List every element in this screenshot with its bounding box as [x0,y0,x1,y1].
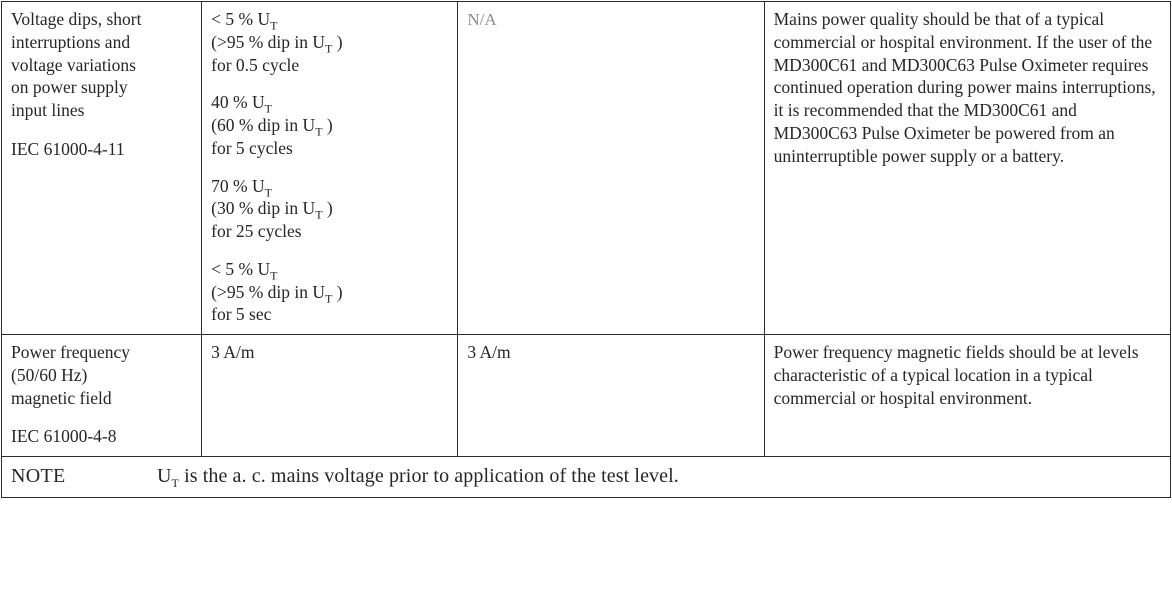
level-dip: (>95 % dip in U [211,31,326,52]
test-standard: IEC 61000-4-8 [11,426,117,447]
compliance-value: 3 A/m [467,342,511,362]
note-symbol: U [157,465,172,487]
subscript-t: T [315,124,323,139]
level-block [211,175,448,243]
level-value: < 5 % U [211,9,271,29]
level-value: 70 % U [211,175,265,196]
level-dip: (>95 % dip in U [211,281,326,302]
test-line: (50/60 Hz) [11,364,88,385]
level-dip-close: ) [322,198,333,219]
cell-compliance-power-frequency [458,335,764,457]
level-dip: (60 % dip in U [211,115,316,135]
subscript-t: T [325,41,333,56]
cell-guidance-voltage-dips [764,2,1170,335]
level-line-1 [211,258,448,281]
subscript-t: T [325,291,333,305]
test-line: magnetic field [11,387,112,408]
level-value: < 5 % U [211,258,271,279]
level-line-2 [211,197,448,220]
cell-note [2,457,1171,498]
test-line: Voltage dips, short [11,9,142,29]
subscript-t: T [264,101,272,116]
level-line-1 [211,8,448,31]
cell-test-power-frequency [2,335,202,457]
subscript-t: T [315,207,323,222]
spacer [11,122,192,138]
level-dip-close: ) [332,31,343,52]
test-line: on power supply [11,77,128,98]
subscript-t: T [270,18,278,33]
cell-test-level-voltage-dips [202,2,458,335]
level-dip-close: ) [332,281,343,302]
level-line-3: for 5 cycles [211,137,293,158]
level-line-3: for 5 sec [211,304,272,325]
spacer [11,409,192,425]
test-line: input lines [11,100,85,120]
level-dip-close: ) [322,115,333,135]
note-label: NOTE [11,465,66,487]
table-row [2,335,1171,457]
level-dip: (30 % dip in U [211,198,316,219]
level-line-2 [211,114,448,137]
subscript-t: T [264,185,272,199]
table-row [2,2,1171,335]
cell-guidance-power-frequency [764,335,1170,457]
test-standard: IEC 61000-4-11 [11,138,125,159]
note-text [157,463,679,489]
level-line-1 [211,91,448,114]
level-block [211,91,448,159]
subscript-t: T [270,268,278,283]
level-line-2 [211,281,448,304]
guidance-text: Power frequency magnetic fields should be at levels characteristic of a typical location in a typical commercial or hospital environment. [773,342,1139,408]
compliance-value: N/A [467,10,497,29]
cell-test-voltage-dips [2,2,202,335]
table-row-note [2,457,1171,498]
cell-test-level-power-frequency [202,335,458,457]
level-value: 40 % U [211,92,265,113]
note-sentence: is the a. c. mains voltage prior to application of the test level. [178,465,679,487]
cell-compliance-voltage-dips [458,2,764,335]
level-line-3: for 25 cycles [211,221,302,241]
level-line-3: for 0.5 cycle [211,54,300,75]
level-line-1 [211,175,448,198]
guidance-text: Mains power quality should be that of a typical commercial or hospital environment. If the user of the MD300C61 and MD300C63 Pulse Oximeter requires continued operation during power mains interruptions, it is recommended that the MD300C61 and MD300C63 Pulse Oximeter be powered from an uninterruptible power supply or a battery. [773,9,1156,166]
subscript-t: T [171,476,179,490]
test-line: Power frequency [11,342,131,362]
level-value: 3 A/m [211,342,255,362]
test-line: interruptions and [11,31,131,52]
level-block [211,8,448,76]
test-line: voltage variations [11,54,136,75]
level-block [211,258,448,326]
emc-immunity-table [1,1,1171,498]
level-line-2 [211,31,448,54]
